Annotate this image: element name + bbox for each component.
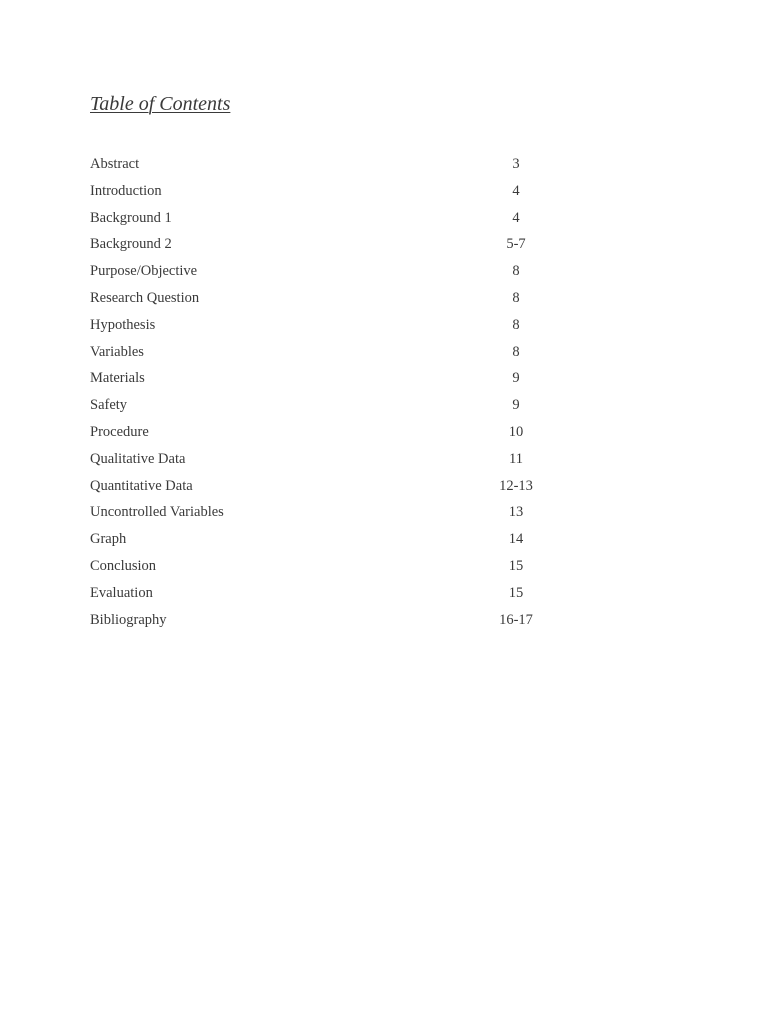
- toc-entry-label: Safety: [90, 397, 128, 414]
- toc-page-number: 10: [508, 423, 524, 440]
- toc-entry-label: Research Question: [90, 289, 200, 306]
- toc-row: [90, 502, 550, 529]
- toc-page-number: 13: [508, 504, 524, 521]
- toc-list: [90, 154, 550, 636]
- page-title: Table of Contents: [90, 93, 231, 115]
- toc-entry-label: Procedure: [90, 423, 149, 440]
- toc-row: [90, 422, 550, 449]
- toc-page-number: 9: [512, 397, 520, 414]
- toc-row: [90, 476, 550, 503]
- toc-page-number: 8: [512, 316, 520, 333]
- toc-entry-label: Purpose/Objective: [90, 263, 198, 280]
- toc-page-number: 16-17: [499, 611, 533, 628]
- toc-entry-label: Background 1: [90, 209, 172, 226]
- toc-page-number: 3: [512, 156, 520, 172]
- toc-row: [90, 234, 550, 261]
- toc-page-number: 4: [512, 182, 520, 199]
- toc-entry-label: Hypothesis: [90, 316, 156, 333]
- toc-page-number: 8: [512, 263, 520, 280]
- toc-row: [90, 315, 550, 342]
- toc-page-number: 15: [508, 557, 524, 574]
- toc-entry-label: Introduction: [90, 182, 162, 199]
- toc-page-number: 8: [512, 343, 520, 360]
- toc-page-number: 8: [512, 289, 520, 306]
- toc-entry-label: Bibliography: [90, 611, 167, 628]
- toc-page-number: 12-13: [499, 477, 533, 494]
- toc-entry-label: Uncontrolled Variables: [90, 504, 224, 521]
- toc-page-number: 9: [512, 370, 520, 387]
- toc-page-number: 11: [509, 450, 523, 467]
- toc-row: [90, 342, 550, 369]
- toc-row: [90, 154, 550, 181]
- toc-row: [90, 288, 550, 315]
- toc-entry-label: Conclusion: [90, 557, 157, 574]
- toc-entry-label: Variables: [90, 343, 144, 360]
- toc-row: [90, 208, 550, 235]
- toc-row: [90, 449, 550, 476]
- toc-row: [90, 181, 550, 208]
- toc-row: [90, 368, 550, 395]
- toc-entry-label: Materials: [90, 370, 145, 387]
- toc-row: [90, 556, 550, 583]
- toc-row: [90, 610, 550, 637]
- toc-entry-label: Qualitative Data: [90, 450, 186, 467]
- toc-entry-label: Evaluation: [90, 584, 153, 601]
- toc-entry-label: Graph: [90, 531, 127, 548]
- toc-row: [90, 583, 550, 610]
- toc-page-number: 4: [512, 209, 520, 226]
- toc-row: [90, 261, 550, 288]
- toc-entry-label: Abstract: [90, 156, 140, 172]
- toc-row: [90, 529, 550, 556]
- toc-row: [90, 395, 550, 422]
- toc-entry-label: Quantitative Data: [90, 477, 193, 494]
- toc-page-number: 14: [508, 531, 524, 548]
- toc-entry-label: Background 2: [90, 236, 172, 253]
- toc-page-number: 15: [508, 584, 524, 601]
- toc-page-number: 5-7: [506, 236, 526, 253]
